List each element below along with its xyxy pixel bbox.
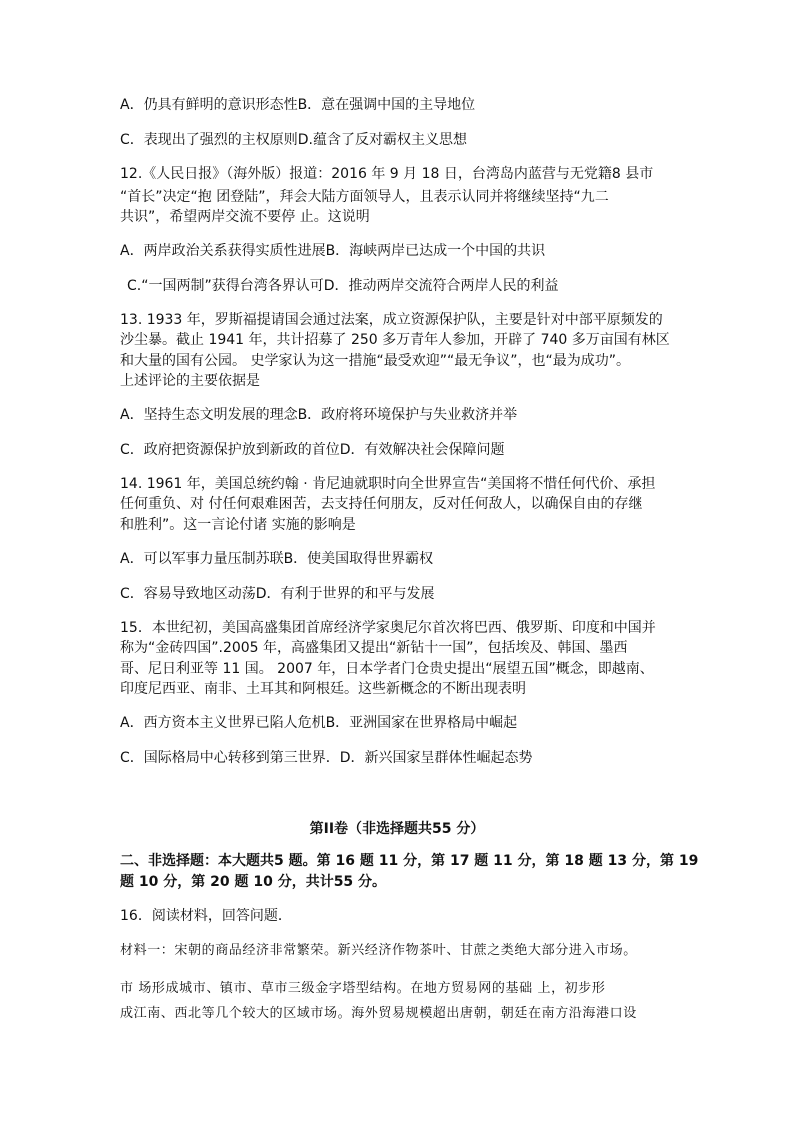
q13-options-cd: C．政府把资源保护放到新政的首位D．有效解决社会保障问题 — [120, 442, 505, 458]
q15-stem-line4: 印度尼西亚、南非、土耳其和阿根廷。这些新概念的不断出现表明 — [120, 681, 526, 697]
q12-stem-line1: 12.《人民日报》（海外版）报道：2016 年 9 月 18 日，台湾岛内蓝营与无党籍8 县市 — [120, 166, 654, 182]
material-line3: 成江南、西北等几个较大的区域市场。海外贸易规模超出唐朝，朝廷在南方沿海港口设 — [120, 1006, 637, 1021]
q15-options-cd: C．国际格局中心转移到第三世界．D．新兴国家呈群体性崛起态势 — [120, 750, 533, 766]
q13-stem-line2: 沙尘暴。截止 1941 年，共计招募了 250 多万青年人参加，开辟了 740 多万亩国有林区 — [120, 332, 670, 348]
part2-instructions-line1: 二、非选择题：本大题共5 题。第 16 题 11 分，第 17 题 11 分，第 18 题 13 分，第 19 — [120, 853, 699, 869]
q14-stem-line2: 任何重负、对 付任何艰难困苦，去支持任何朋友，反对任何敌人，以确保自由的存继 — [120, 496, 643, 512]
q13-options-ab: A．坚持生态文明发展的理念B．政府将环境保护与失业救济并举 — [120, 407, 518, 423]
q14-stem-line3: 和胜利”。这一言论付诸 实施的影响是 — [120, 517, 356, 533]
material-line1: 材料一：宋朝的商品经济非常繁荣。新兴经济作物茶叶、甘蔗之类绝大部分进入市场。 — [120, 943, 637, 958]
q11-options-ab: A．仍具有鲜明的意识形态性B．意在强调中国的主导地位 — [120, 97, 476, 113]
q15-options-ab: A．西方资本主义世界已陷人危机B．亚洲国家在世界格局中崛起 — [120, 715, 518, 731]
material-line2: 市 场形成城市、镇市、草市三级金字塔型结构。在地方贸易网的基础 上，初步形 — [120, 981, 606, 996]
section-heading: 第II卷（非选择题共55 分） — [309, 821, 485, 837]
q13-stem-line3: 和大量的国有公园。 史学家认为这一措施“最受欢迎”“最无争议”，也“最为成功”。 — [120, 353, 630, 369]
q16-title: 16．阅读材料，回答问题． — [120, 908, 292, 924]
q14-stem-line1: 14. 1961 年，美国总统约翰 · 肯尼迪就职时向全世界宣告“美国将不惜任何代价、承担 — [120, 476, 656, 492]
q11-options-cd: C．表现出了强烈的主权原则D.蕴含了反对霸权主义思想 — [120, 132, 468, 148]
q14-options-ab: A．可以军事力量压制苏联B．使美国取得世界霸权 — [120, 551, 434, 567]
q14-options-cd: C．容易导致地区动荡D．有利于世界的和平与发展 — [120, 586, 435, 602]
q13-stem-line1: 13. 1933 年，罗斯福提请国会通过法案，成立资源保护队，主要是针对中部平原频发的 — [120, 312, 663, 328]
q12-stem-line3: 共识”，希望两岸交流不要停 止。这说明 — [120, 209, 370, 225]
q12-options-ab: A．两岸政治关系获得实质性进展B．海峡两岸已达成一个中国的共识 — [120, 243, 546, 259]
q15-stem-line1: 15．本世纪初，美国高盛集团首席经济学家奥尼尔首次将巴西、俄罗斯、印度和中国并 — [120, 620, 656, 636]
q13-stem-line4: 上述评论的主要依据是 — [120, 373, 260, 389]
q15-stem-line2: 称为“金砖四国”.2005 年，高盛集团又提出“新钻十一国”，包括埃及、韩国、墨西 — [120, 640, 628, 656]
part2-instructions-line2: 题 10 分，第 20 题 10 分，共计55 分。 — [120, 874, 387, 890]
q12-options-cd: C.“一国两制”获得台湾各界认可D．推动两岸交流符合两岸人民的利益 — [127, 278, 559, 294]
q12-stem-line2: “首长”决定“抱 团登陆”，拜会大陆方面领导人，且表示认同并将继续坚持“九二 — [120, 189, 609, 205]
q15-stem-line3: 哥、尼日利亚等 11 国。 2007 年，日本学者门仓贵史提出“展望五国”概念，即越南、 — [120, 661, 654, 677]
